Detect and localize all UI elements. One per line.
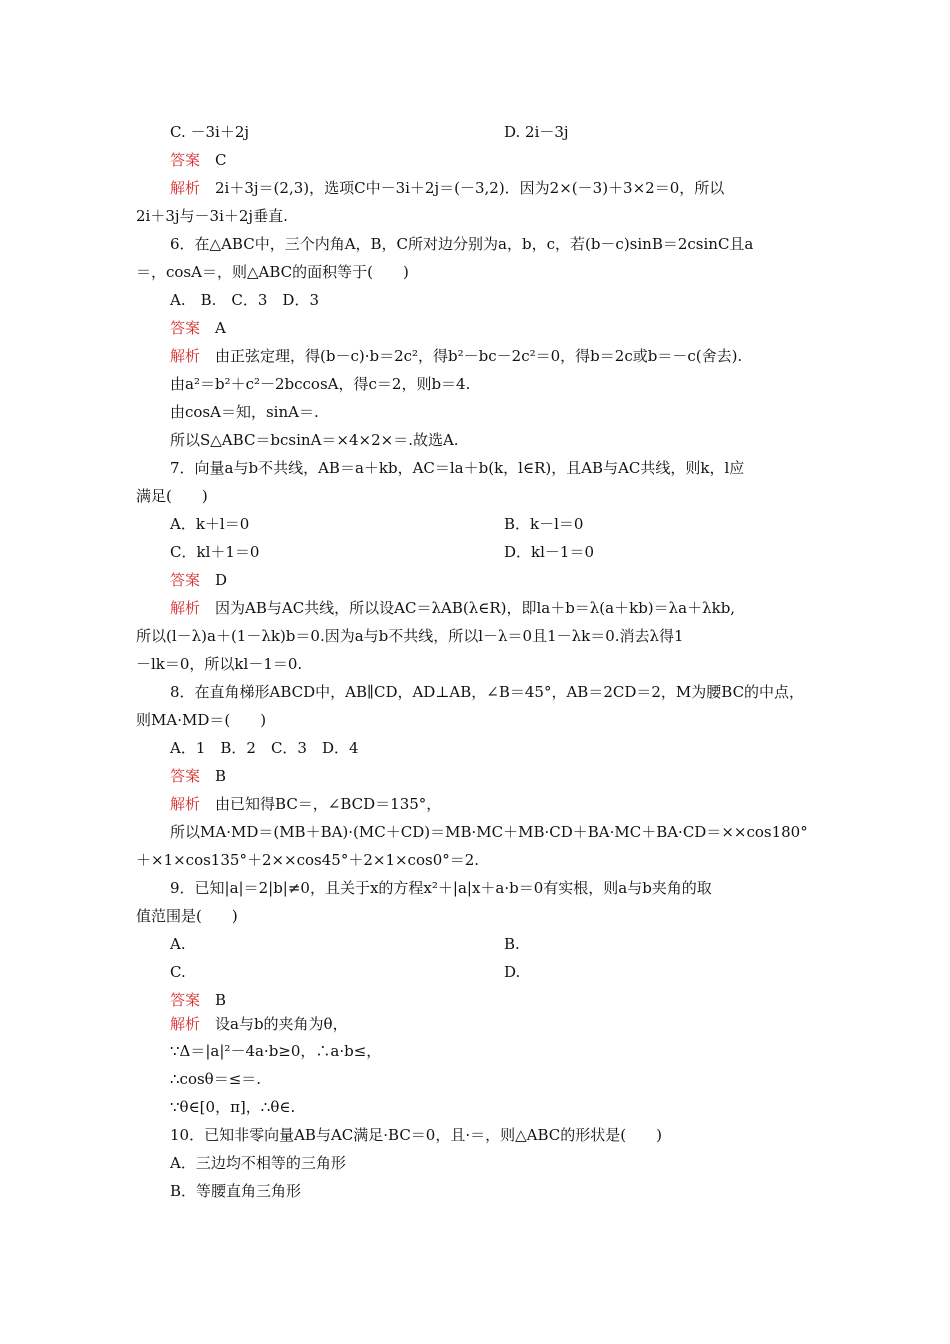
question-8-line-2: 则MA·MD＝( ) bbox=[136, 711, 267, 729]
question-6-line-1: 6．在△ABC中，三个内角A，B，C所对边分别为a，b，c，若(b－c)sinB＝2csinC且a bbox=[170, 235, 754, 253]
options-q6: A. B. C．3 D．3 bbox=[170, 291, 319, 309]
solution-line-q7-3: －lk＝0，所以kl－1＝0. bbox=[136, 655, 303, 673]
solution-line-q5-1: 解析 2i＋3j＝(2,3)，选项C中－3i＋2j＝(－3,2)．因为2×(－3)＋3×2＝0，所以 bbox=[170, 179, 725, 197]
question-9-line-1: 9．已知|a|＝2|b|≠0，且关于x的方程x²＋|a|x＋a·b＝0有实根，则a与b夹角的取 bbox=[170, 879, 712, 897]
solution-line-q9-2: ∵Δ＝|a|²－4a·b≥0，∴a·b≤， bbox=[170, 1042, 382, 1060]
options-q8: A．1 B．2 C．3 D．4 bbox=[170, 739, 359, 757]
solution-line-q8-1: 解析 由已知得BC＝，∠BCD＝135°， bbox=[170, 795, 442, 813]
solution-line-q8-2: 所以MA·MD＝(MB＋BA)·(MC＋CD)＝MB·MC＋MB·CD＋BA·MC＋BA·CD＝××cos180° bbox=[170, 823, 808, 841]
option-a-q10: A．三边均不相等的三角形 bbox=[170, 1154, 346, 1172]
answer-line-q5: 答案 C bbox=[170, 151, 227, 169]
option-d-q9: D. bbox=[504, 963, 521, 981]
option-b-q7: B．k－l＝0 bbox=[504, 515, 584, 533]
answer-line-q8: 答案 B bbox=[170, 767, 227, 785]
solution-line-q6-2: 由a²＝b²＋c²－2bccosA，得c＝2，则b＝4. bbox=[170, 375, 471, 393]
option-d-q7: D．kl－1＝0 bbox=[504, 543, 595, 561]
solution-line-q7-1: 解析 因为AB与AC共线，所以设AC＝λAB(λ∈R)，即la＋b＝λ(a＋kb)＝λa＋λkb, bbox=[170, 599, 736, 617]
option-c-q7: C．kl＋1＝0 bbox=[170, 543, 260, 561]
option-c-q9: C. bbox=[170, 963, 186, 981]
solution-line-q6-3: 由cosA＝知，sinA＝. bbox=[170, 403, 319, 421]
solution-line-q9-3: ∴cosθ＝≤＝. bbox=[170, 1070, 262, 1088]
question-6-line-2: ＝，cosA＝，则△ABC的面积等于( ) bbox=[136, 263, 409, 281]
answer-line-q9: 答案 B bbox=[170, 991, 227, 1009]
solution-line-q9-1: 解析 设a与b的夹角为θ， bbox=[170, 1015, 348, 1033]
answer-line-q6: 答案 A bbox=[170, 319, 226, 337]
solution-line-q5-2: 2i＋3j与－3i＋2j垂直. bbox=[136, 207, 288, 225]
solution-line-q9-4: ∵θ∈[0，π]，∴θ∈. bbox=[170, 1098, 296, 1116]
question-9-line-2: 值范围是( ) bbox=[136, 907, 238, 925]
solution-line-q6-4: 所以S△ABC＝bcsinA＝×4×2×＝.故选A. bbox=[170, 431, 459, 449]
answer-line-q7: 答案 D bbox=[170, 571, 228, 589]
solution-line-q8-3: ＋×1×cos135°＋2××cos45°＋2×1×cos0°＝2. bbox=[136, 851, 480, 869]
option-b-q10: B．等腰直角三角形 bbox=[170, 1182, 302, 1200]
question-7-line-2: 满足( ) bbox=[136, 487, 208, 505]
solution-line-q6-1: 解析 由正弦定理，得(b－c)·b＝2c²，得b²－bc－2c²＝0，得b＝2c或b＝－c(舍去). bbox=[170, 347, 743, 365]
solution-line-q7-2: 所以(l－λ)a＋(1－λk)b＝0.因为a与b不共线，所以l－λ＝0且1－λk＝0.消去λ得1 bbox=[136, 627, 684, 645]
option-b-q9: B. bbox=[504, 935, 520, 953]
option-d-q5: D. 2i－3j bbox=[504, 123, 569, 141]
option-a-q9: A. bbox=[170, 935, 186, 953]
option-c-q5: C. －3i＋2j bbox=[170, 123, 250, 141]
question-10-line-1: 10．已知非零向量AB与AC满足·BC＝0，且·＝，则△ABC的形状是( ) bbox=[170, 1126, 662, 1144]
option-a-q7: A．k＋l＝0 bbox=[170, 515, 250, 533]
question-7-line-1: 7．向量a与b不共线，AB＝a＋kb，AC＝la＋b(k，l∈R)，且AB与AC共线，则k，l应 bbox=[170, 459, 745, 477]
question-8-line-1: 8．在直角梯形ABCD中，AB∥CD，AD⊥AB，∠B＝45°，AB＝2CD＝2，M为腰BC的中点， bbox=[170, 683, 805, 701]
